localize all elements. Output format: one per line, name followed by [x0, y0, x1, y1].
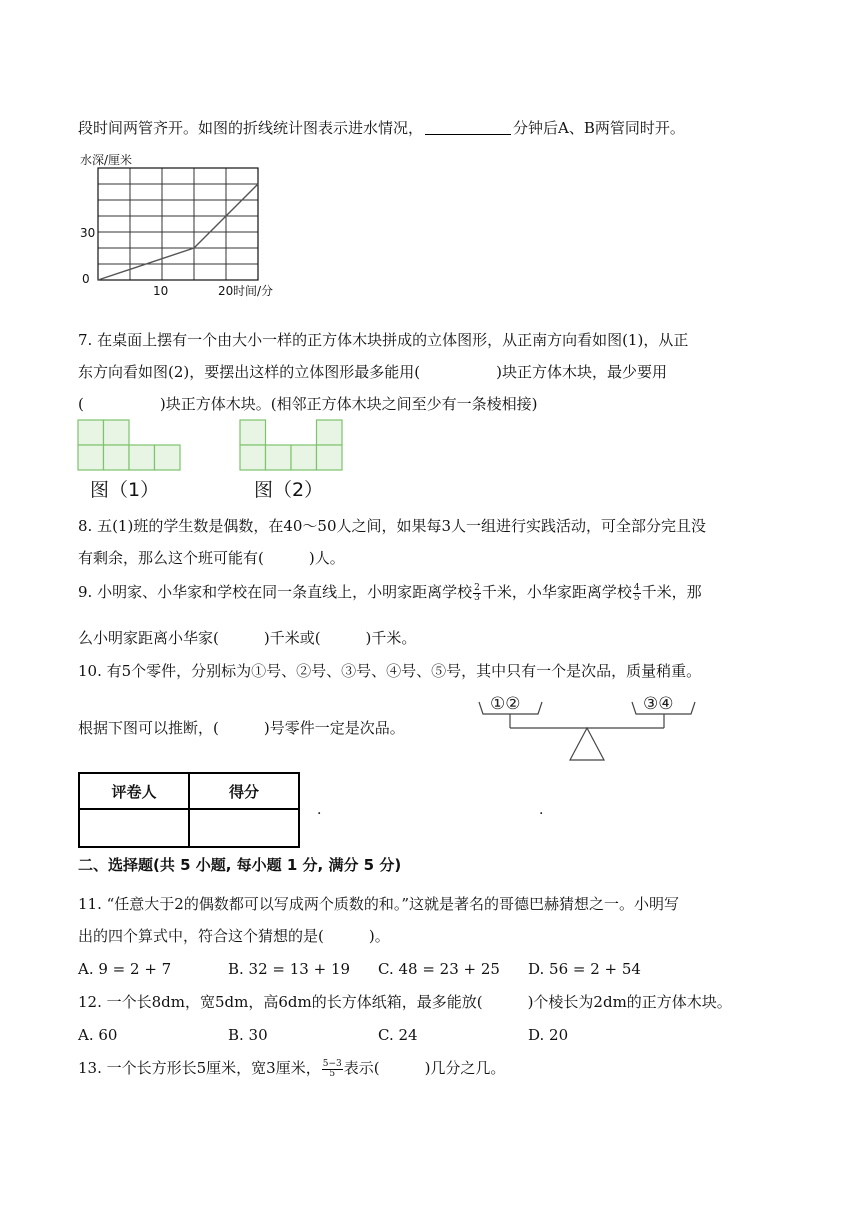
q7-line1: 7. 在桌面上摆有一个由大小一样的正方体木块拼成的立体图形，从正南方向看如图(1)，从正	[78, 331, 689, 349]
q12-option-b[interactable]: B. 30	[228, 1026, 268, 1044]
q13-part1: 13. 一个长方形长5厘米，宽3厘米，	[78, 1059, 321, 1077]
q9-part3: 千米，那	[641, 583, 702, 601]
q8-line1: 8. 五(1)班的学生数是偶数，在40～50人之间，如果每3人一组进行实践活动，可全部分完且没	[78, 517, 707, 535]
figure-1-label: 图（1）	[90, 479, 160, 501]
q8-line2: 有剩余，那么这个班可能有( )人。	[78, 549, 345, 567]
q9-line1	[78, 582, 702, 603]
chart-ytick-30: 30	[80, 226, 96, 240]
score-table-score-header: 得分	[189, 773, 299, 809]
q12-option-d[interactable]: D. 20	[528, 1026, 569, 1044]
q11-option-d[interactable]: D. 56 = 2 + 54	[528, 960, 641, 978]
q13-fraction	[322, 1060, 343, 1079]
q9-fraction-4-5	[633, 584, 641, 603]
section-2-heading: 二、选择题(共 5 小题, 每小题 1 分, 满分 5 分)	[78, 856, 402, 874]
balance-scale	[476, 690, 696, 766]
q9-frac1-num: 2	[474, 582, 480, 593]
q13-frac-num: 5−3	[322, 1058, 342, 1069]
chart-xtick-10: 10	[153, 284, 169, 298]
chart-grid	[98, 168, 258, 280]
q6-text-after: 分钟后A、B两管同时开。	[513, 119, 685, 137]
q13-frac-den: 5	[329, 1068, 336, 1079]
score-table-grader-header: 评卷人	[79, 773, 189, 809]
water-depth-line-chart	[70, 148, 300, 306]
q9-frac2-den: 5	[633, 592, 640, 603]
q7-line3	[78, 394, 537, 414]
score-table-score-cell[interactable]	[189, 809, 299, 847]
score-table	[78, 772, 300, 848]
q7-line2b: )块正方体木块，最少要用	[496, 363, 667, 381]
q9-line2: 么小明家距离小华家( )千米或( )千米。	[78, 629, 417, 647]
q11-line2: 出的四个算式中，符合这个猜想的是( )。	[78, 927, 390, 945]
q9-fraction-2-3	[473, 584, 481, 603]
q10-line2: 根据下图可以推断，( )号零件一定是次品。	[78, 719, 405, 737]
q7-line3a: (	[78, 395, 84, 413]
chart-xtick-20: 20	[218, 284, 234, 298]
figure-2-label: 图（2）	[254, 479, 324, 501]
decorative-dot-right: .	[539, 802, 544, 818]
q11-option-b[interactable]: B. 32 = 13 + 19	[228, 960, 351, 978]
chart-ylabel: 水深/厘米	[80, 153, 133, 167]
q6-text	[78, 118, 685, 138]
chart-ytick-0: 0	[82, 272, 90, 286]
q10-line1: 10. 有5个零件，分别标为①号、②号、③号、④号、⑤号，其中只有一个是次品，质量稍重。	[78, 662, 702, 680]
q12-option-c[interactable]: C. 24	[378, 1026, 418, 1044]
q13-part2: 表示( )几分之几。	[343, 1059, 506, 1077]
balance-right-pan-items: ③④	[643, 694, 674, 714]
q13-line1	[78, 1058, 505, 1079]
q9-frac2-num: 4	[633, 582, 640, 593]
score-table-grader-cell[interactable]	[79, 809, 189, 847]
decorative-dot-left: .	[317, 802, 322, 818]
q9-part1: 9. 小明家、小华家和学校在同一条直线上，小明家距离学校	[78, 583, 473, 601]
q9-frac1-den: 3	[474, 592, 480, 603]
q12-line1: 12. 一个长8dm，宽5dm，高6dm的长方体纸箱，最多能放( )个棱长为2dm的正方体木块。	[78, 993, 732, 1011]
figure-1-front-view	[76, 418, 184, 474]
q6-text-before: 段时间两管齐开。如图的折线统计图表示进水情况，	[78, 119, 424, 137]
q12-option-a[interactable]: A. 60	[78, 1026, 118, 1044]
q7-line2	[78, 362, 667, 382]
q7-line3b: )块正方体木块。(相邻正方体木块之间至少有一条棱相接)	[159, 395, 538, 413]
q11-option-c[interactable]: C. 48 = 23 + 25	[378, 960, 500, 978]
figure-2-side-view	[238, 418, 346, 474]
chart-xlabel: 时间/分	[233, 284, 274, 298]
chart-plot-frame	[98, 168, 258, 280]
q11-line1: 11. “任意大于2的偶数都可以写成两个质数的和。”这就是著名的哥德巴赫猜想之一。小明写	[78, 895, 680, 913]
q7-line2a: 东方向看如图(2)，要摆出这样的立体图形最多能用(	[78, 363, 421, 381]
q6-answer-blank[interactable]	[425, 119, 511, 135]
q9-part2: 千米，小华家距离学校	[481, 583, 632, 601]
q11-option-a[interactable]: A. 9 = 2 + 7	[78, 960, 172, 978]
balance-left-pan-items: ①②	[490, 694, 521, 714]
chart-axes	[98, 168, 258, 280]
